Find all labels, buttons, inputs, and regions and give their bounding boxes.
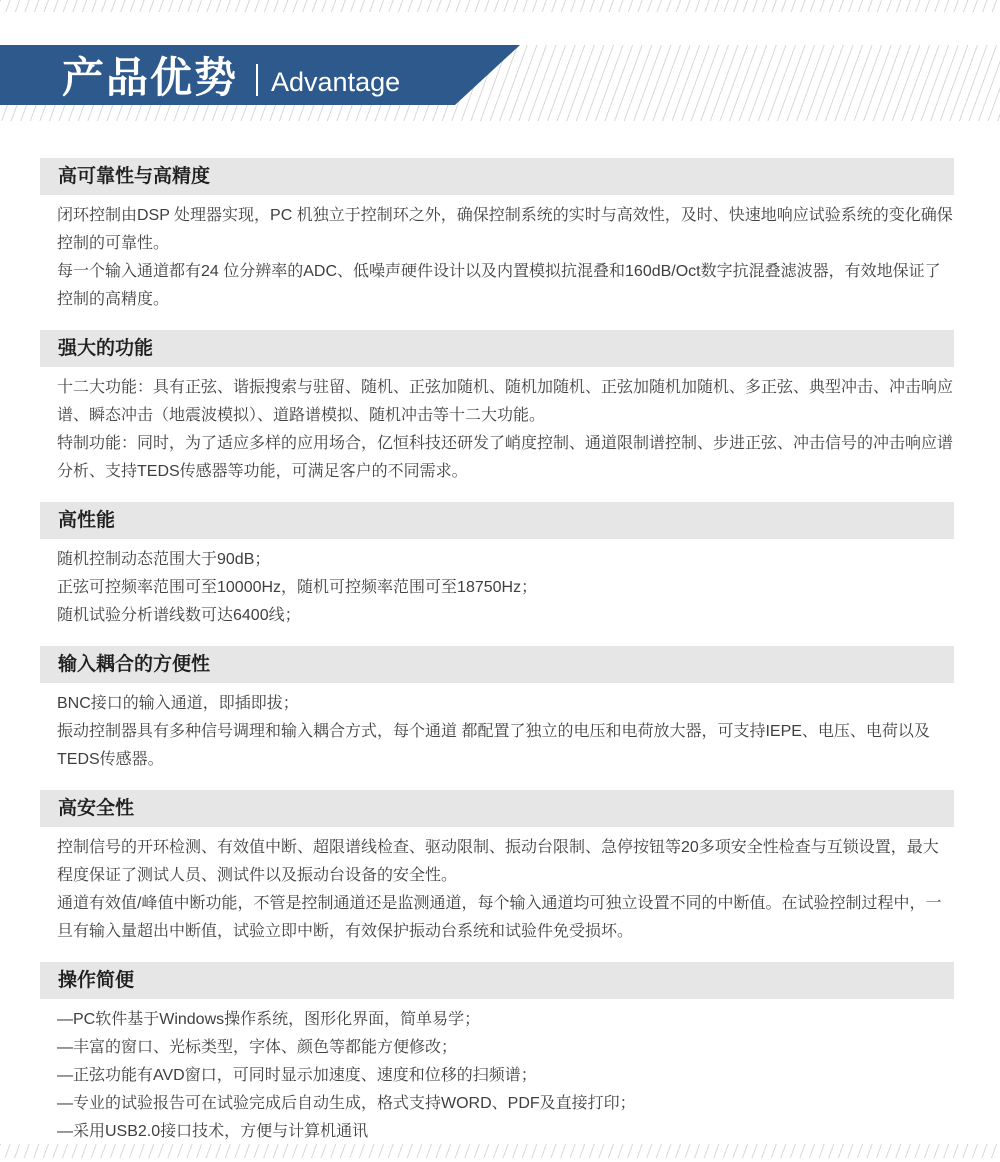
section-performance xyxy=(40,502,954,632)
section-title: 高安全性 xyxy=(58,798,135,819)
section-paragraph: 十二大功能：具有正弦、谐振搜索与驻留、随机、正弦加随机、随机加随机、正弦加随机加随机、多正弦、典型冲击、冲击响应谱、瞬态冲击（地震波模拟）、道路谱模拟、随机冲击等十二大功能。 xyxy=(57,379,954,424)
section-paragraph: —正弦功能有AVD窗口，可同时显示加速度、速度和位移的扫频谱； xyxy=(57,1067,537,1084)
section-paragraph: —丰富的窗口、光标类型，字体、颜色等都能方便修改； xyxy=(57,1039,458,1056)
advantage-sections xyxy=(40,158,954,1162)
section-paragraph: 随机试验分析谱线数可达6400线； xyxy=(57,607,301,624)
section-paragraph: —采用USB2.0接口技术，方便与计算机通讯 xyxy=(57,1123,369,1140)
section-paragraph: 控制信号的开环检测、有效值中断、超限谱线检查、驱动限制、振动台限制、急停按钮等20多项安全性检查与互锁设置，最大程度保证了测试人员、测试件以及振动台设备的安全性。 xyxy=(57,839,939,884)
section-title: 操作简便 xyxy=(58,970,135,991)
section-body xyxy=(40,195,954,316)
section-paragraph: BNC接口的输入通道，即插即拔； xyxy=(57,695,299,712)
section-paragraph: 振动控制器具有多种信号调理和输入耦合方式，每个通道 都配置了独立的电压和电荷放大器，可支持IEPE、电压、电荷以及TEDS传感器。 xyxy=(57,723,930,768)
banner-stripe-background xyxy=(0,45,1000,121)
section-paragraph: 每一个输入通道都有24 位分辨率的ADC、低噪声硬件设计以及内置模拟抗混叠和160dB/Oct数字抗混叠滤波器，有效地保证了控制的高精度。 xyxy=(57,263,941,308)
page-banner xyxy=(0,45,455,105)
section-paragraph: 特制功能：同时，为了适应多样的应用场合，亿恒科技还研发了峭度控制、通道限制谱控制、步进正弦、冲击信号的冲击响应谱分析、支持TEDS传感器等功能，可满足客户的不同需求。 xyxy=(57,435,954,480)
section-ease-of-use xyxy=(40,962,954,1148)
section-paragraph: —专业的试验报告可在试验完成后自动生成，格式支持WORD、PDF及直接打印； xyxy=(57,1095,636,1112)
section-header xyxy=(40,962,954,999)
section-reliability xyxy=(40,158,954,316)
banner-slant-edge xyxy=(455,45,520,105)
section-title: 强大的功能 xyxy=(58,338,154,359)
section-header xyxy=(40,790,954,827)
section-body xyxy=(40,827,954,948)
section-paragraph: 通道有效值/峰值中断功能，不管是控制通道还是监测通道，每个输入通道均可独立设置不同的中断值。在试验控制过程中，一旦有输入量超出中断值，试验立即中断，有效保护振动台系统和试验件免受损坏。 xyxy=(57,895,942,940)
section-title: 高可靠性与高精度 xyxy=(58,166,211,187)
section-title: 高性能 xyxy=(58,510,116,531)
section-title: 输入耦合的方便性 xyxy=(58,654,211,675)
section-safety xyxy=(40,790,954,948)
page-title: 产品优势 xyxy=(62,54,239,101)
section-input-coupling xyxy=(40,646,954,776)
top-stripe-band xyxy=(0,0,1000,12)
section-paragraph: 随机控制动态范围大于90dB； xyxy=(57,551,271,568)
section-header xyxy=(40,330,954,367)
section-header xyxy=(40,502,954,539)
section-header xyxy=(40,158,954,195)
section-functions xyxy=(40,330,954,488)
section-paragraph: —PC软件基于Windows操作系统，图形化界面，简单易学； xyxy=(57,1011,481,1028)
section-paragraph: 正弦可控频率范围可至10000Hz，随机可控频率范围可至18750Hz； xyxy=(57,579,538,596)
section-paragraph: 闭环控制由DSP 处理器实现，PC 机独立于控制环之外，确保控制系统的实时与高效性，及时、快速地响应试验系统的变化确保控制的可靠性。 xyxy=(57,207,953,252)
banner-divider xyxy=(256,64,258,96)
section-body xyxy=(40,539,954,632)
page-subtitle: Advantage xyxy=(271,67,401,97)
section-body xyxy=(40,683,954,776)
bottom-stripe-band xyxy=(0,1144,1000,1158)
section-header xyxy=(40,646,954,683)
section-body xyxy=(40,999,954,1148)
section-body xyxy=(40,367,954,488)
